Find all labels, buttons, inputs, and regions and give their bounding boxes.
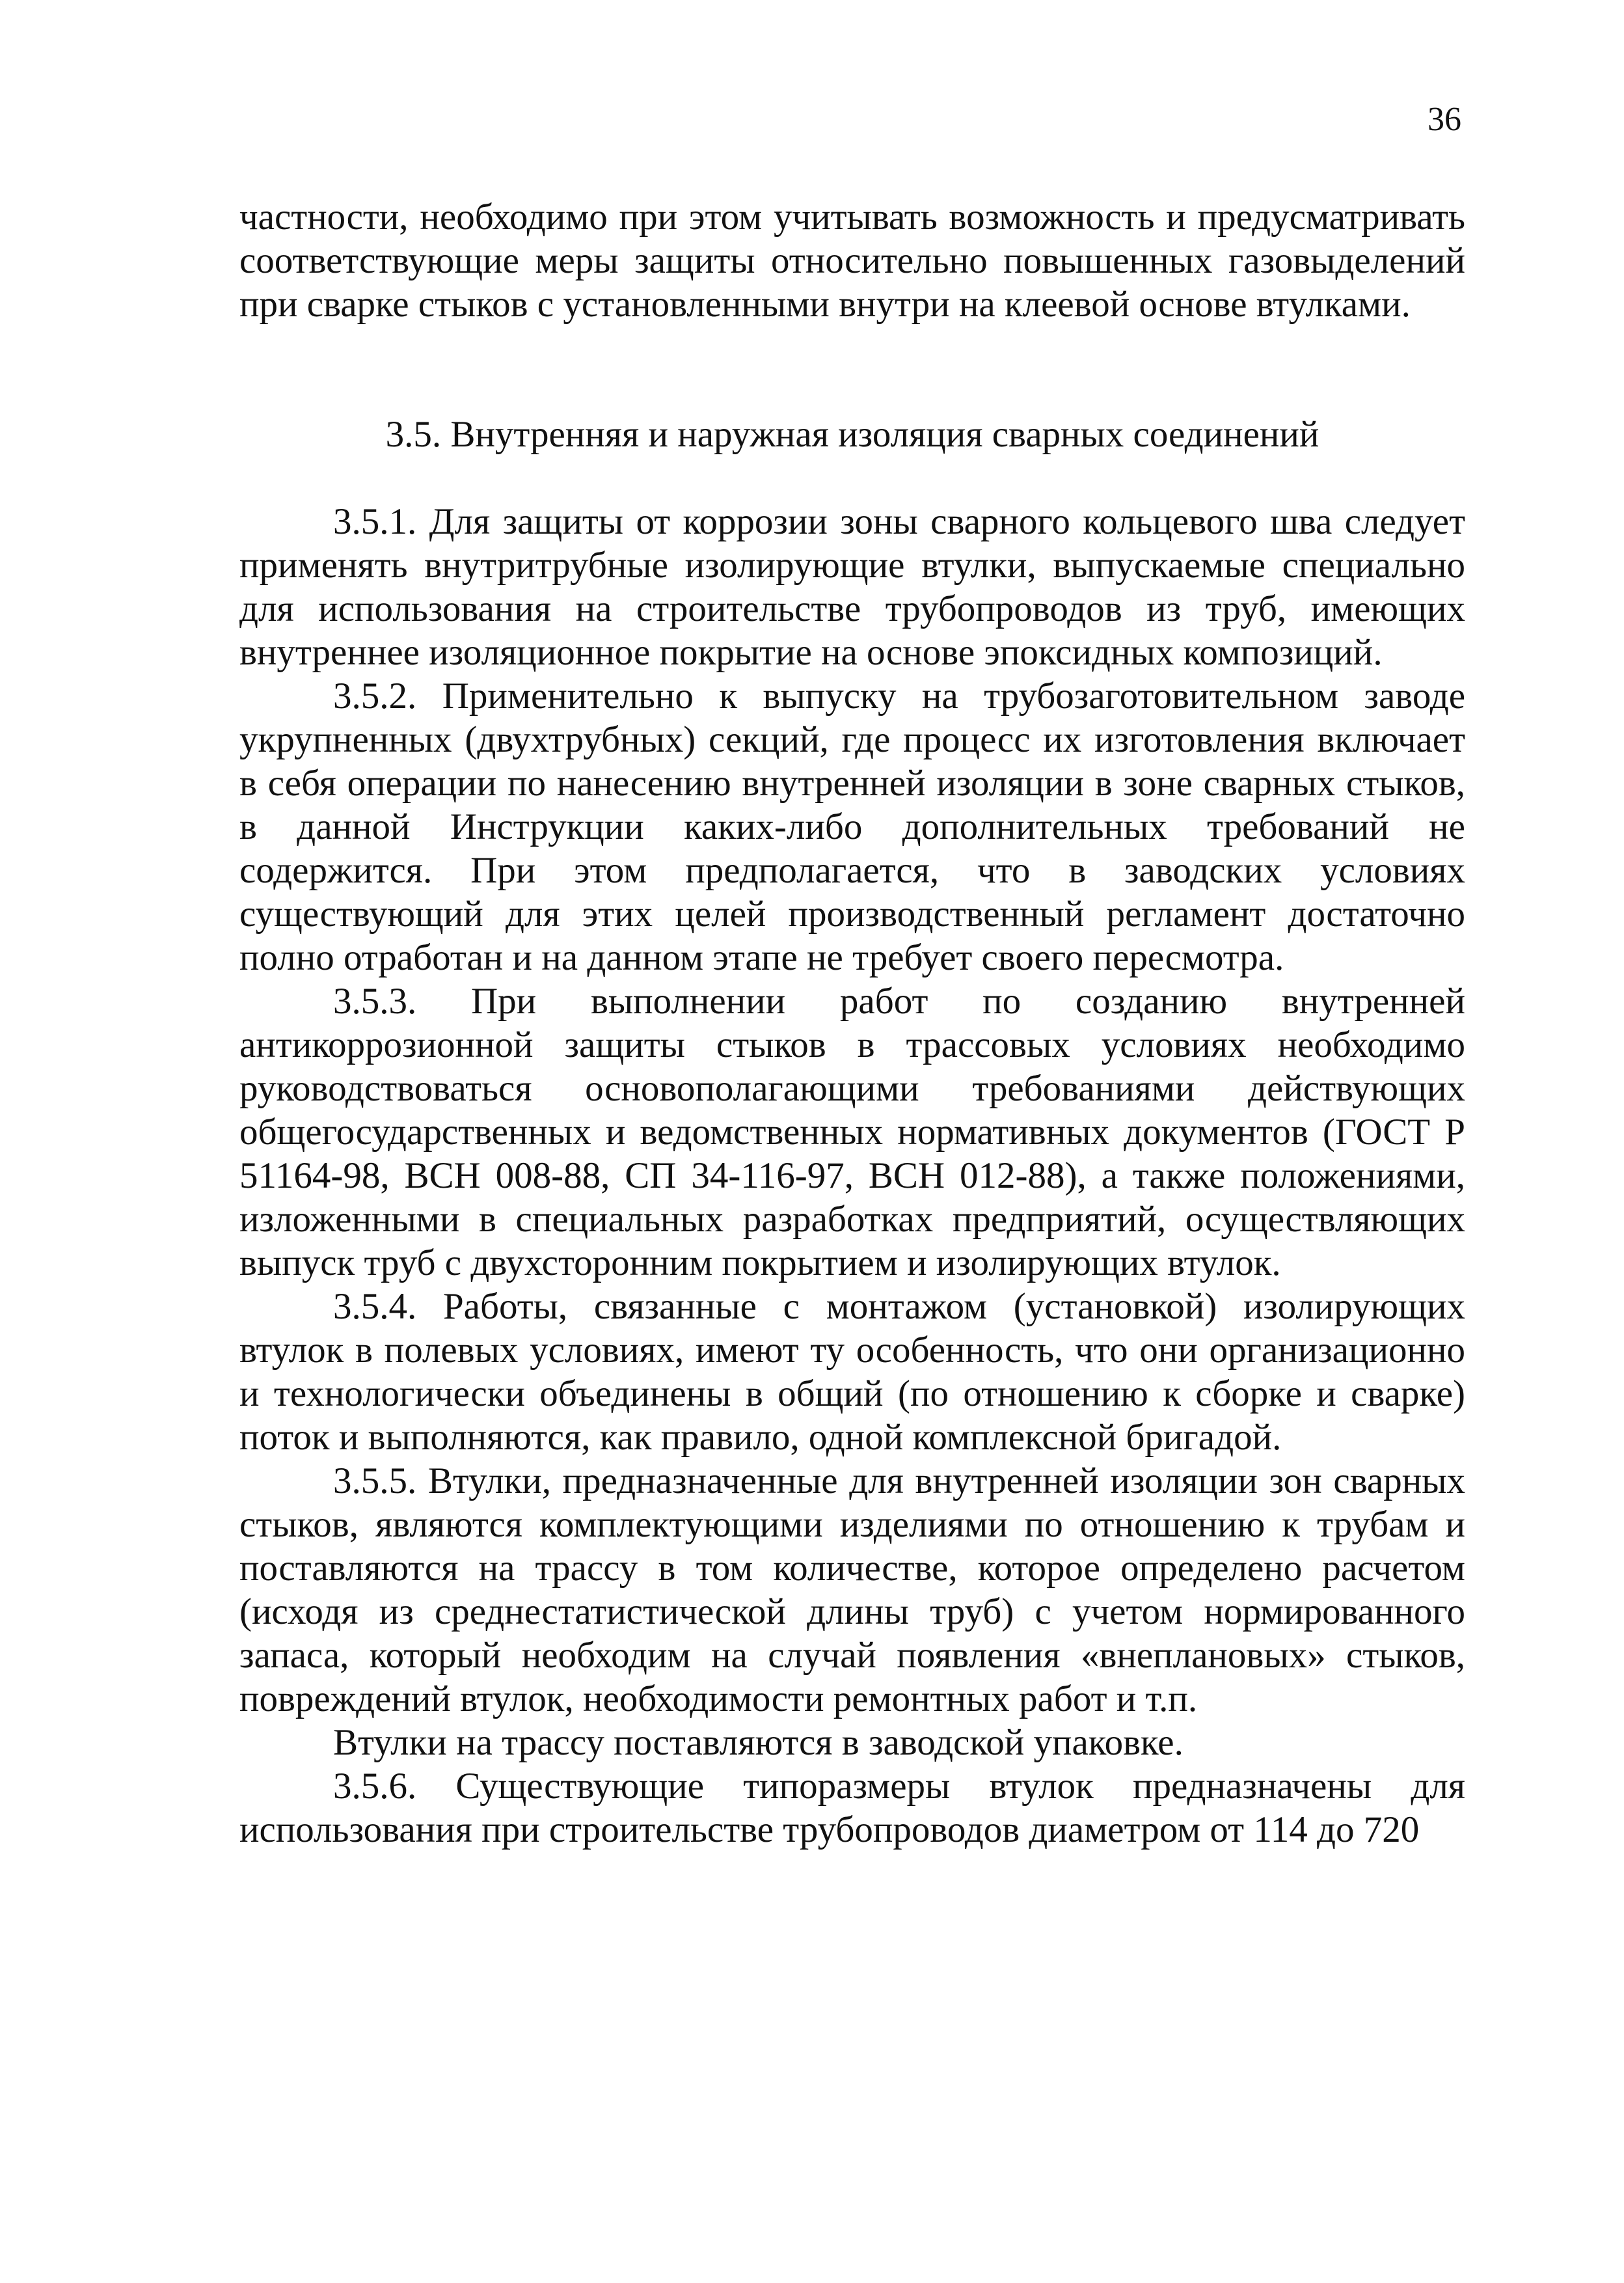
paragraph-3-5-4: 3.5.4. Работы, связанные с монтажом (установкой) изолирующих втулок в полевых условиях, имеют ту особенность, что они организационно и технологически объединены в общий (по отношению к сборке и сварке) поток и выполняются, как правило, одной комплексной бригадой.	[239, 1286, 1465, 1458]
paragraph-3-5-3: 3.5.3. При выполнении работ по созданию внутренней антикоррозионной защиты стыков в трассовых условиях необходимо руководствоваться основополагающими требованиями действующих общегосударственных и ведомственных нормативных документов (ГОСТ Р 51164-98, ВСН 008-88, СП 34-116-97, ВСН 012-88), а также положениями, изложенными в специальных разработках предприятий, осуществляющих выпуск труб с двухсторонним покрытием и изолирующих втулок.	[239, 981, 1465, 1283]
section-body	[239, 500, 1465, 1852]
paragraph-3-5-6: 3.5.6. Существующие типоразмеры втулок предназначены для использования при строительстве трубопроводов диаметром от 114 до 720	[239, 1766, 1465, 1850]
paragraph-packaging-note: Втулки на трассу поставляются в заводской упаковке.	[333, 1722, 1184, 1763]
page-number: 36	[1428, 101, 1461, 138]
paragraph-3-5-5: 3.5.5. Втулки, предназначенные для внутренней изоляции зон сварных стыков, являются комплектующими изделиями по отношению к трубам и поставляются на трассу в том количестве, которое определено расчетом (исходя из среднестатистической длины труб) с учетом нормированного запаса, который необходим на случай появления «внеплановых» стыков, повреждений втулок, необходимости ремонтных работ и т.п.	[239, 1460, 1465, 1719]
intro-paragraph: частности, необходимо при этом учитывать возможность и предусматривать соответствующие меры защиты относительно повышенных газовыделений при сварке стыков с установленными внутри на клеевой основе втулками.	[239, 197, 1465, 325]
paragraph-3-5-1: 3.5.1. Для защиты от коррозии зоны сварного кольцевого шва следует применять внутритрубные изолирующие втулки, выпускаемые специально для использования на строительстве трубопроводов из труб, имеющих внутреннее изоляционное покрытие на основе эпоксидных композиций.	[239, 501, 1465, 673]
paragraph-3-5-2: 3.5.2. Применительно к выпуску на трубозаготовительном заводе укрупненных (двухтрубных) секций, где процесс их изготовления включает в себя операции по нанесению внутренней изоляции в зоне сварных стыков, в данной Инструкции каких-либо дополнительных требований не содержится. При этом предполагается, что в заводских условиях существующий для этих целей производственный регламент достаточно полно отработан и на данном этапе не требует своего пересмотра.	[239, 676, 1465, 978]
section-heading: 3.5. Внутренняя и наружная изоляция сварных соединений	[385, 414, 1320, 455]
intro-text	[239, 195, 1465, 326]
